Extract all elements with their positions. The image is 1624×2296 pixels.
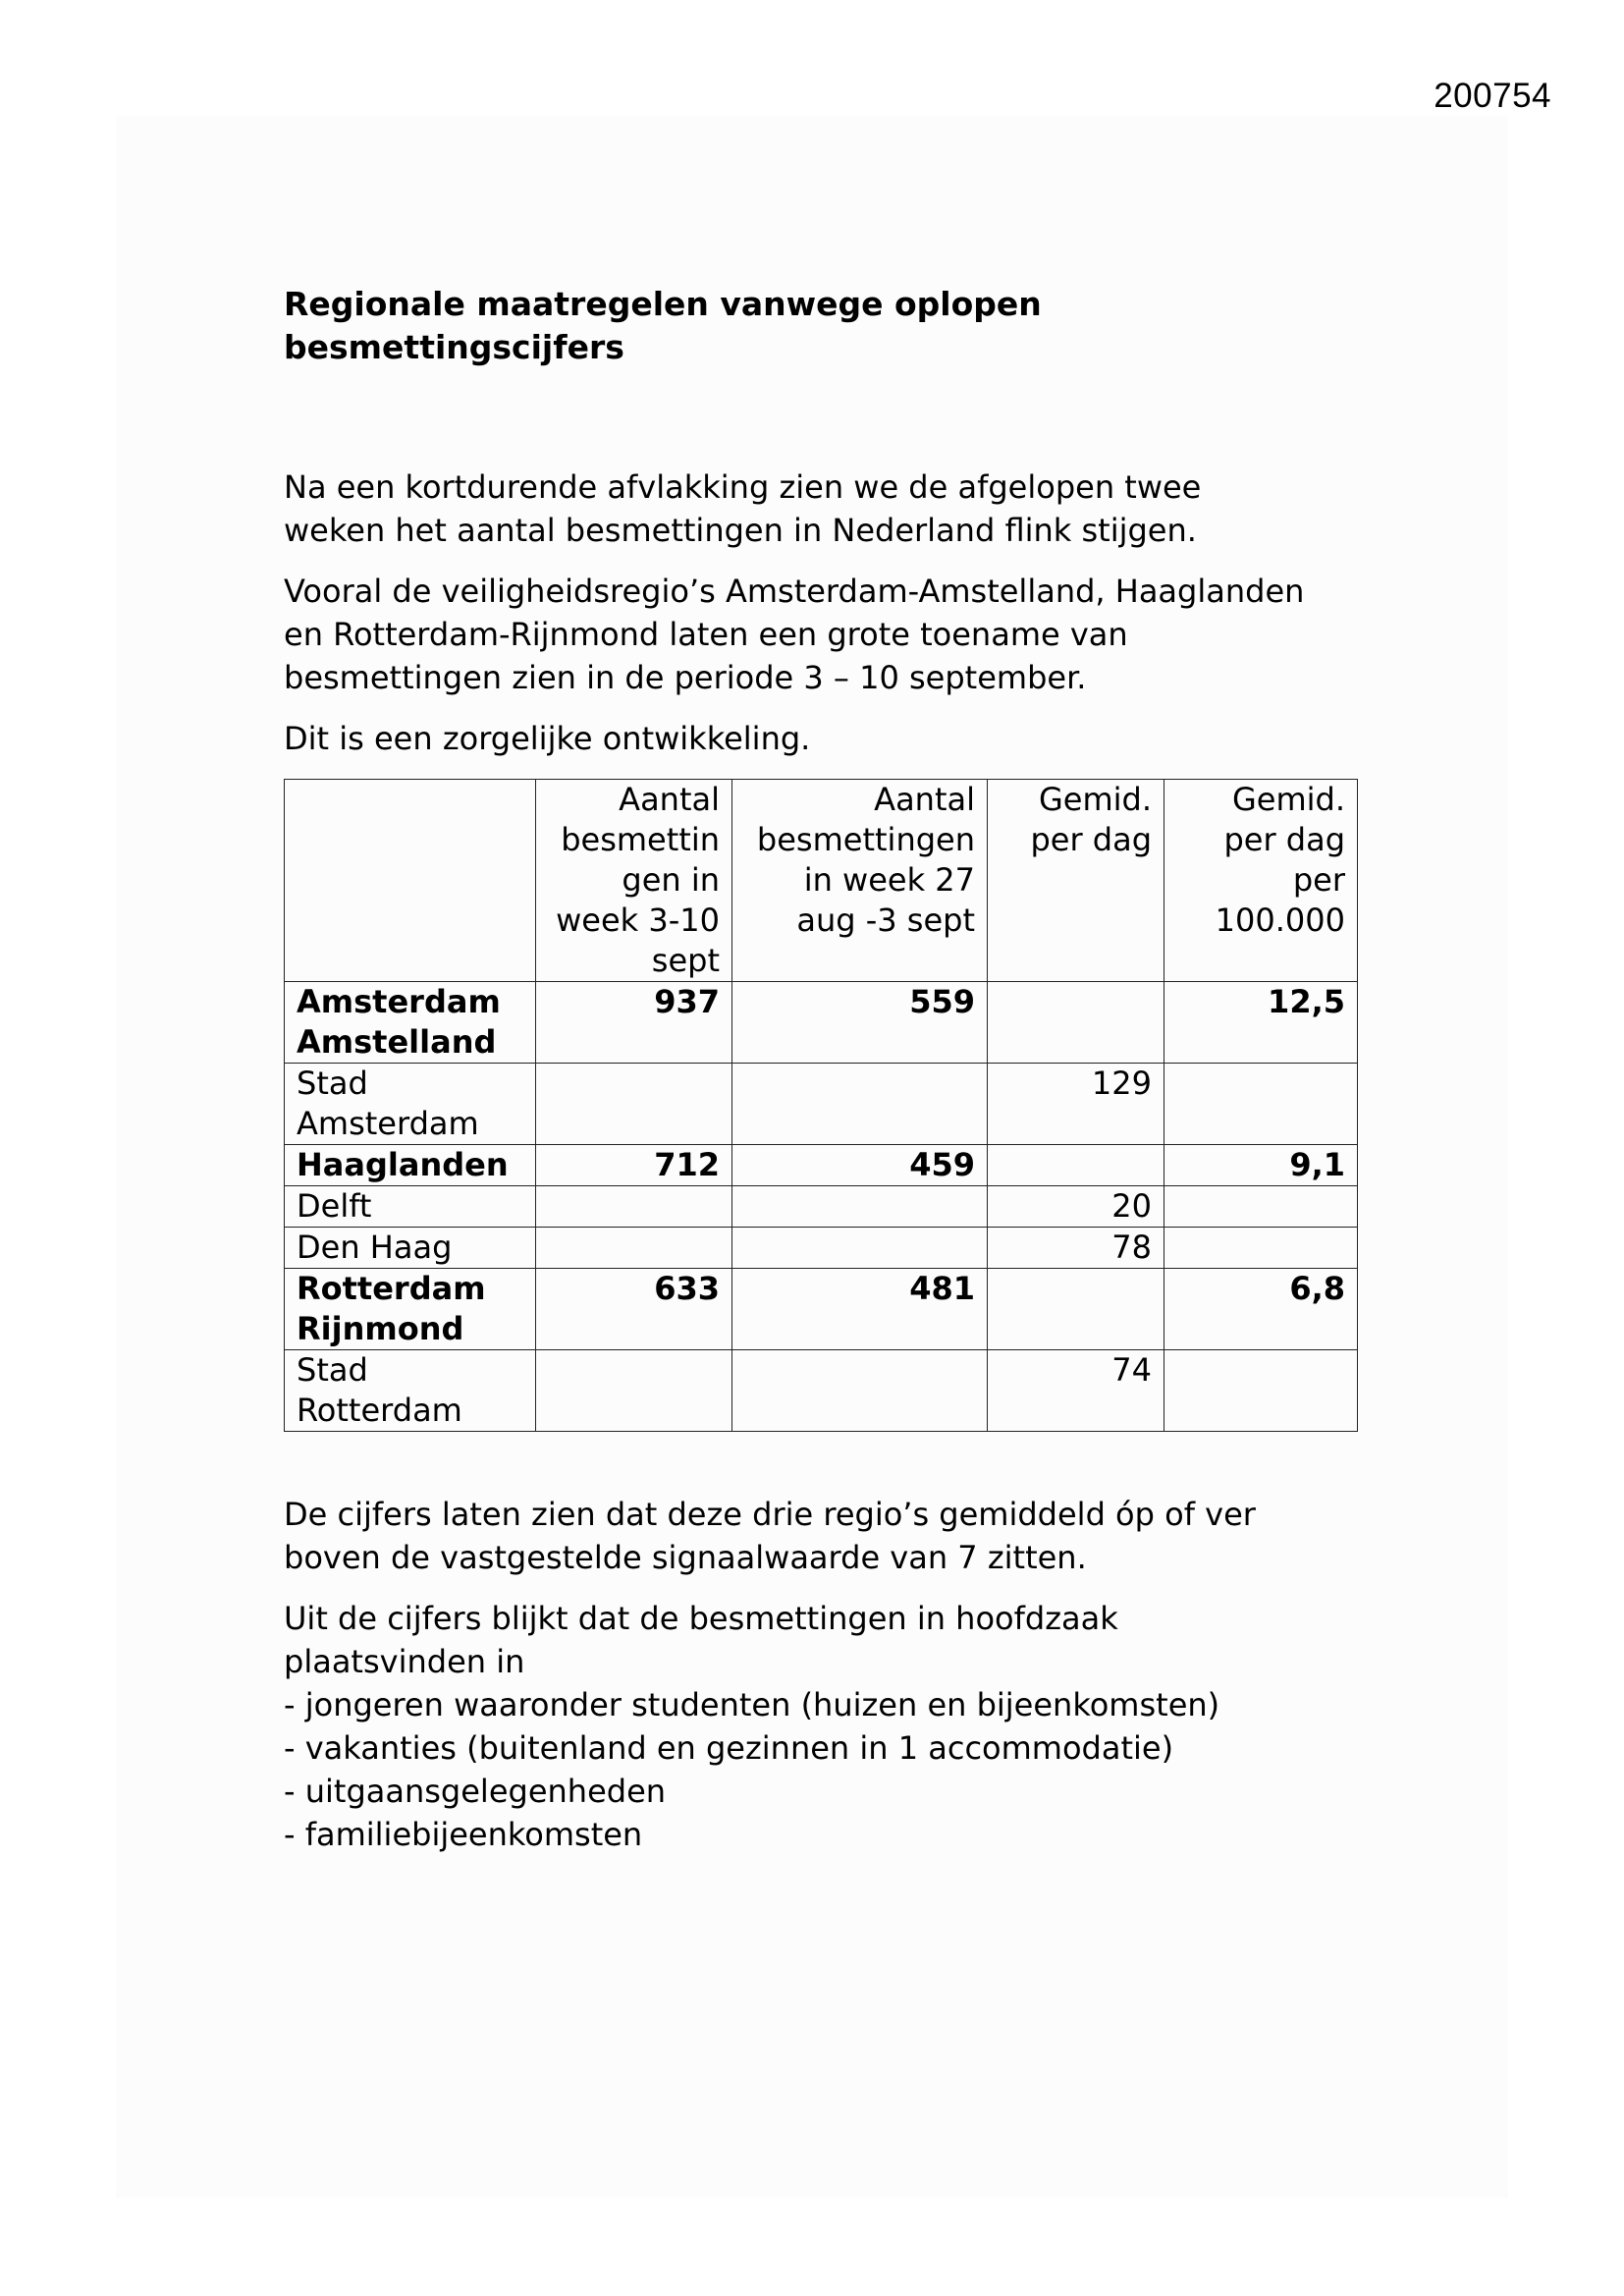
list-item: - vakanties (buitenland en gezinnen in 1 accommodatie)	[284, 1729, 1174, 1767]
week-previous-value	[732, 1228, 988, 1269]
per-day-value: 74	[988, 1350, 1164, 1432]
per-100k-value	[1164, 1350, 1358, 1432]
per-day-value	[988, 982, 1164, 1064]
signal-paragraph: De cijfers laten zien dat deze drie regio’s gemiddeld óp of ver boven de vastgestelde signaalwaarde van 7 zitten.	[284, 1496, 1256, 1576]
regions-paragraph: Vooral de veiligheidsregio’s Amsterdam-Amstelland, Haaglanden en Rotterdam-Rijnmond laten een grote toename van besmettingen zien in de periode 3 – 10 september.	[284, 573, 1305, 696]
concern-paragraph: Dit is een zorgelijke ontwikkeling.	[284, 720, 811, 757]
week-previous-value: 481	[732, 1269, 988, 1350]
intro-paragraph: Na een kortdurende afvlakking zien we de afgelopen twee weken het aantal besmettingen in Nederland flink stijgen.	[284, 468, 1202, 549]
per-day-value	[988, 1269, 1164, 1350]
city-name: Stad Rotterdam	[285, 1350, 536, 1432]
week-previous-value	[732, 1186, 988, 1228]
per-100k-value: 12,5	[1164, 982, 1358, 1064]
sources-list	[284, 1683, 1364, 1856]
per-100k-value: 9,1	[1164, 1145, 1358, 1186]
table-row	[285, 1228, 1358, 1269]
region-name: Amsterdam Amstelland	[285, 982, 536, 1064]
week-current-value: 712	[536, 1145, 732, 1186]
sources-intro-paragraph: Uit de cijfers blijkt dat de besmettingen in hoofdzaak plaatsvinden in	[284, 1600, 1118, 1680]
table-row	[285, 1186, 1358, 1228]
header-week-previous: Aantal besmettingen in week 27 aug -3 sept	[732, 780, 988, 982]
list-item: - jongeren waaronder studenten (huizen en bijeenkomsten)	[284, 1686, 1220, 1723]
per-100k-value	[1164, 1228, 1358, 1269]
city-name: Den Haag	[285, 1228, 536, 1269]
table-row	[285, 1064, 1358, 1145]
header-per-day: Gemid. per dag	[988, 780, 1164, 982]
city-name: Stad Amsterdam	[285, 1064, 536, 1145]
week-current-value	[536, 1186, 732, 1228]
per-day-value: 78	[988, 1228, 1164, 1269]
infections-table	[284, 779, 1358, 1432]
week-previous-value: 459	[732, 1145, 988, 1186]
list-item: - familiebijeenkomsten	[284, 1816, 643, 1853]
table-row	[285, 982, 1358, 1064]
header-week-current: Aantal besmettin gen in week 3-10 sept	[536, 780, 732, 982]
week-previous-value	[732, 1350, 988, 1432]
week-current-value	[536, 1350, 732, 1432]
region-name: Rotterdam Rijnmond	[285, 1269, 536, 1350]
per-day-value: 20	[988, 1186, 1164, 1228]
table-row	[285, 1269, 1358, 1350]
per-100k-value: 6,8	[1164, 1269, 1358, 1350]
week-previous-value	[732, 1064, 988, 1145]
per-day-value	[988, 1145, 1164, 1186]
per-100k-value	[1164, 1186, 1358, 1228]
region-name: Haaglanden	[285, 1145, 536, 1186]
document-body	[284, 283, 1364, 1856]
table-row	[285, 1350, 1358, 1432]
week-current-value	[536, 1228, 732, 1269]
city-name: Delft	[285, 1186, 536, 1228]
table-header-row	[285, 780, 1358, 982]
week-previous-value: 559	[732, 982, 988, 1064]
week-current-value	[536, 1064, 732, 1145]
document-title: Regionale maatregelen vanwege oplopen besmettingscijfers	[284, 285, 1042, 366]
week-current-value: 937	[536, 982, 732, 1064]
header-region	[285, 780, 536, 982]
table-row	[285, 1145, 1358, 1186]
header-per-100k: Gemid. per dag per 100.000	[1164, 780, 1358, 982]
per-100k-value	[1164, 1064, 1358, 1145]
week-current-value: 633	[536, 1269, 732, 1350]
document-number: 200754	[1434, 77, 1551, 115]
per-day-value: 129	[988, 1064, 1164, 1145]
list-item: - uitgaansgelegenheden	[284, 1773, 667, 1810]
